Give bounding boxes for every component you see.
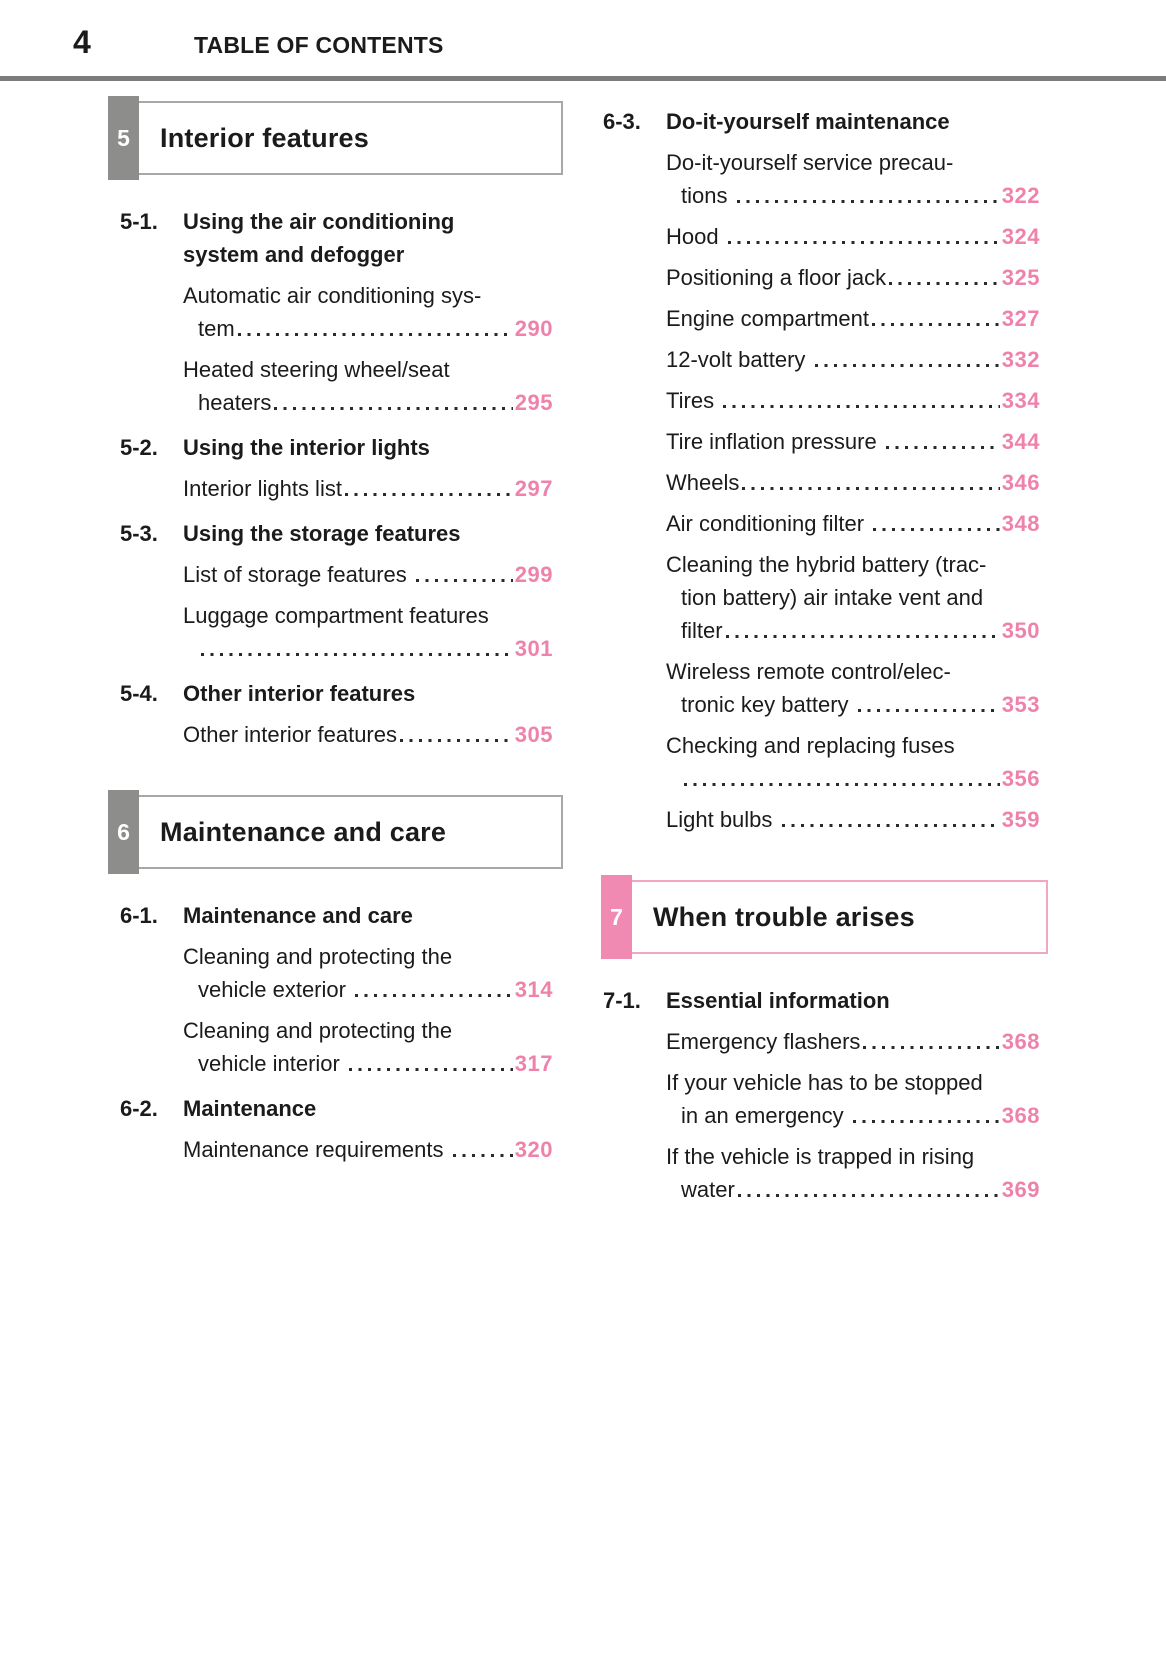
toc-entry xyxy=(666,220,1040,253)
toc-entry xyxy=(183,1133,553,1166)
entry-last-line xyxy=(183,386,553,419)
toc-entry xyxy=(666,261,1040,294)
entry-text-line: Automatic air conditioning sys- xyxy=(183,283,482,308)
section-7-1-entries xyxy=(666,1025,1040,1206)
toc-entry xyxy=(666,1025,1040,1058)
toc-entry xyxy=(183,558,553,591)
entry-text: 12-volt battery xyxy=(666,347,812,372)
toc-entry xyxy=(666,384,1040,417)
toc-entry xyxy=(666,425,1040,458)
page-title: TABLE OF CONTENTS xyxy=(194,32,444,58)
entry-last-line xyxy=(183,558,553,591)
entry-text: Light bulbs xyxy=(666,807,779,832)
entry-last-line xyxy=(666,466,1040,499)
section-5-1-title xyxy=(183,205,553,271)
toc-entry xyxy=(666,146,1040,212)
page-number-ref: 359 xyxy=(1001,807,1040,832)
entry-last-line xyxy=(183,312,553,345)
toc-entry xyxy=(666,729,1040,795)
section-title-line: Using the interior lights xyxy=(183,435,430,460)
page-number-ref: 327 xyxy=(1001,306,1040,331)
dot-leader xyxy=(853,1120,1000,1123)
entry-last-line xyxy=(183,973,553,1006)
entry-text: vehicle interior xyxy=(198,1051,346,1076)
page-number-label: 4 xyxy=(73,24,91,60)
entry-text-line: Cleaning the hybrid battery (trac- xyxy=(666,552,987,577)
entry-text: water xyxy=(681,1177,735,1202)
toc-entry xyxy=(183,472,553,505)
entry-last-line xyxy=(666,803,1040,836)
entry-text: Wheels xyxy=(666,470,740,495)
section-6-2-number: 6-2. xyxy=(120,1096,158,1121)
page-number-ref: 368 xyxy=(1001,1103,1040,1128)
section-5-4-body xyxy=(183,677,563,759)
entry-last-line xyxy=(666,1099,1040,1132)
section-6-2-body xyxy=(183,1092,563,1174)
toc-entry xyxy=(666,655,1040,721)
section-title-line: system and defogger xyxy=(183,242,405,267)
entry-text: Hood xyxy=(666,224,725,249)
entry-text: Engine compartment xyxy=(666,306,869,331)
entry-text-line: Heated steering wheel/seat xyxy=(183,357,450,382)
section-7-1-title xyxy=(666,984,1040,1017)
section-6-3-body xyxy=(666,105,1048,844)
toc-column-right xyxy=(601,101,1048,1214)
section-6-1-number: 6-1. xyxy=(120,903,158,928)
section-title-line: Using the storage features xyxy=(183,521,461,546)
toc-column-left xyxy=(108,101,563,1174)
entry-text: Air conditioning filter xyxy=(666,511,871,536)
section-7-1-number: 7-1. xyxy=(603,988,641,1013)
chapter-5-title: Interior features xyxy=(160,122,369,153)
section-6-2-title xyxy=(183,1092,553,1125)
entry-last-line xyxy=(666,507,1040,540)
section-title-line: Maintenance and care xyxy=(183,903,413,928)
chapter-7-number-tab: 7 xyxy=(601,875,632,959)
dot-leader xyxy=(873,528,1000,531)
section-5-1-number: 5-1. xyxy=(120,209,158,234)
entry-text-line: If your vehicle has to be stopped xyxy=(666,1070,983,1095)
entry-text: Maintenance requirements xyxy=(183,1137,450,1162)
chapter-7-title: When trouble arises xyxy=(653,901,915,932)
entry-text-line: Cleaning and protecting the xyxy=(183,944,453,969)
entry-text: Other interior features xyxy=(183,722,397,747)
section-5-2-title xyxy=(183,431,553,464)
entry-last-line xyxy=(666,614,1040,647)
dot-leader xyxy=(238,333,513,336)
toc-entry xyxy=(183,353,553,419)
section-6-1-entries xyxy=(183,940,553,1080)
page-number-ref: 344 xyxy=(1001,429,1040,454)
page-number-ref: 334 xyxy=(1001,388,1040,413)
section-5-4 xyxy=(108,677,563,759)
section-title-line: Other interior features xyxy=(183,681,416,706)
entry-text-line: Do-it-yourself service precau- xyxy=(666,150,954,175)
header-rule xyxy=(0,76,1166,81)
entry-text: List of storage features xyxy=(183,562,413,587)
page-number-ref: 290 xyxy=(514,316,553,341)
section-5-2-entries xyxy=(183,472,553,505)
section-6-3 xyxy=(601,105,1048,844)
toc-entry xyxy=(183,279,553,345)
entry-last-line xyxy=(183,718,553,751)
toc-entry xyxy=(183,1014,553,1080)
entry-last-line xyxy=(666,1173,1040,1206)
section-5-3-title xyxy=(183,517,553,550)
section-5-2-body xyxy=(183,431,563,513)
section-6-3-number: 6-3. xyxy=(603,109,641,134)
entry-last-line xyxy=(666,179,1040,212)
dot-leader xyxy=(274,407,512,410)
dot-leader xyxy=(453,1154,513,1157)
entry-text-line: tion battery) air intake vent and xyxy=(681,585,984,610)
dot-leader xyxy=(886,446,1000,449)
section-5-3 xyxy=(108,517,563,673)
toc-entry xyxy=(666,302,1040,335)
entry-last-line xyxy=(666,220,1040,253)
entry-text: filter xyxy=(681,618,723,643)
entry-text-line: If the vehicle is trapped in rising xyxy=(666,1144,975,1169)
entry-last-line xyxy=(183,632,553,665)
chapter-6-box xyxy=(108,795,563,869)
toc-entry xyxy=(666,803,1040,836)
section-6-3-title xyxy=(666,105,1040,138)
dot-leader xyxy=(738,1194,1000,1197)
toc-entry xyxy=(666,1066,1040,1132)
page-number-ref: 301 xyxy=(514,636,553,661)
page-number-ref: 322 xyxy=(1001,183,1040,208)
entry-text: Tire inflation pressure xyxy=(666,429,883,454)
dot-leader xyxy=(815,364,1000,367)
page-number-ref: 369 xyxy=(1001,1177,1040,1202)
section-5-3-number: 5-3. xyxy=(120,521,158,546)
section-5-4-number: 5-4. xyxy=(120,681,158,706)
page-number-ref: 324 xyxy=(1001,224,1040,249)
section-7-1 xyxy=(601,984,1048,1214)
dot-leader xyxy=(345,493,513,496)
page-number-ref: 350 xyxy=(1001,618,1040,643)
section-7-1-body xyxy=(666,984,1048,1214)
entry-last-line xyxy=(666,425,1040,458)
toc-entry xyxy=(666,1140,1040,1206)
dot-leader xyxy=(349,1068,513,1071)
entry-text-line: Luggage compartment features xyxy=(183,603,489,628)
entry-last-line xyxy=(183,472,553,505)
entry-last-line xyxy=(666,762,1040,795)
page-number-ref: 295 xyxy=(514,390,553,415)
page-number-ref: 356 xyxy=(1001,766,1040,791)
section-5-3-entries xyxy=(183,558,553,665)
page-number-ref: 353 xyxy=(1001,692,1040,717)
entry-text: heaters xyxy=(198,390,272,415)
chapter-6-number-tab: 6 xyxy=(108,790,139,874)
page-number-ref: 305 xyxy=(514,722,553,747)
page-number-ref: 346 xyxy=(1001,470,1040,495)
chapter-5-box xyxy=(108,101,563,175)
section-5-4-title xyxy=(183,677,553,710)
section-6-2-entries xyxy=(183,1133,553,1166)
section-title-line: Do-it-yourself maintenance xyxy=(666,109,950,134)
dot-leader xyxy=(726,635,1000,638)
page-number-ref: 299 xyxy=(514,562,553,587)
chapter-7-box xyxy=(601,880,1048,954)
toc-entry xyxy=(183,599,553,665)
dot-leader xyxy=(416,579,513,582)
dot-leader xyxy=(863,1046,999,1049)
entry-text: Positioning a floor jack xyxy=(666,265,887,290)
entry-text: Tires xyxy=(666,388,721,413)
entry-text: vehicle exterior xyxy=(198,977,353,1002)
section-5-2 xyxy=(108,431,563,513)
dot-leader xyxy=(201,653,513,656)
section-title-line: Using the air conditioning xyxy=(183,209,455,234)
dot-leader xyxy=(872,323,1000,326)
dot-leader xyxy=(723,405,1000,408)
dot-leader xyxy=(400,739,513,742)
page-number-ref: 314 xyxy=(514,977,553,1002)
page-number-ref: 297 xyxy=(514,476,553,501)
section-6-3-entries xyxy=(666,146,1040,836)
entry-last-line xyxy=(666,1025,1040,1058)
dot-leader xyxy=(742,487,999,490)
dot-leader xyxy=(684,783,1000,786)
entry-last-line xyxy=(666,302,1040,335)
entry-text: Emergency flashers xyxy=(666,1029,861,1054)
entry-last-line xyxy=(666,688,1040,721)
entry-last-line xyxy=(666,343,1040,376)
entry-text-line: Checking and replacing fuses xyxy=(666,733,955,758)
page-number-ref: 320 xyxy=(514,1137,553,1162)
section-6-2 xyxy=(108,1092,563,1174)
chapter-6-title: Maintenance and care xyxy=(160,816,447,847)
toc-columns xyxy=(108,101,1048,1214)
section-title-line: Maintenance xyxy=(183,1096,317,1121)
page-number-ref: 317 xyxy=(514,1051,553,1076)
section-6-1-title xyxy=(183,899,553,932)
entry-text: Interior lights list xyxy=(183,476,342,501)
entry-last-line xyxy=(666,384,1040,417)
dot-leader xyxy=(782,824,1000,827)
toc-entry xyxy=(666,343,1040,376)
section-5-3-body xyxy=(183,517,563,673)
toc-entry xyxy=(183,718,553,751)
entry-text: tem xyxy=(198,316,235,341)
toc-entry xyxy=(666,548,1040,647)
section-5-1-body xyxy=(183,205,563,427)
section-5-1 xyxy=(108,205,563,427)
page-number-ref: 348 xyxy=(1001,511,1040,536)
dot-leader xyxy=(737,200,1000,203)
section-5-4-entries xyxy=(183,718,553,751)
entry-text-line: Wireless remote control/elec- xyxy=(666,659,951,684)
page-number-ref: 325 xyxy=(1001,265,1040,290)
dot-leader xyxy=(889,282,1000,285)
page-number-ref: 332 xyxy=(1001,347,1040,372)
section-title-line: Essential information xyxy=(666,988,890,1013)
entry-text: in an emergency xyxy=(681,1103,850,1128)
entry-last-line xyxy=(183,1047,553,1080)
toc-entry xyxy=(666,466,1040,499)
section-5-1-entries xyxy=(183,279,553,419)
entry-text: tions xyxy=(681,183,734,208)
dot-leader xyxy=(858,709,1000,712)
dot-leader xyxy=(728,241,1000,244)
section-6-1 xyxy=(108,899,563,1088)
page-number-ref: 368 xyxy=(1001,1029,1040,1054)
entry-last-line xyxy=(183,1133,553,1166)
section-6-1-body xyxy=(183,899,563,1088)
toc-entry xyxy=(183,940,553,1006)
chapter-5-number-tab: 5 xyxy=(108,96,139,180)
entry-text: tronic key battery xyxy=(681,692,855,717)
entry-text-line: Cleaning and protecting the xyxy=(183,1018,453,1043)
entry-last-line xyxy=(666,261,1040,294)
section-5-2-number: 5-2. xyxy=(120,435,158,460)
dot-leader xyxy=(355,994,513,997)
toc-entry xyxy=(666,507,1040,540)
